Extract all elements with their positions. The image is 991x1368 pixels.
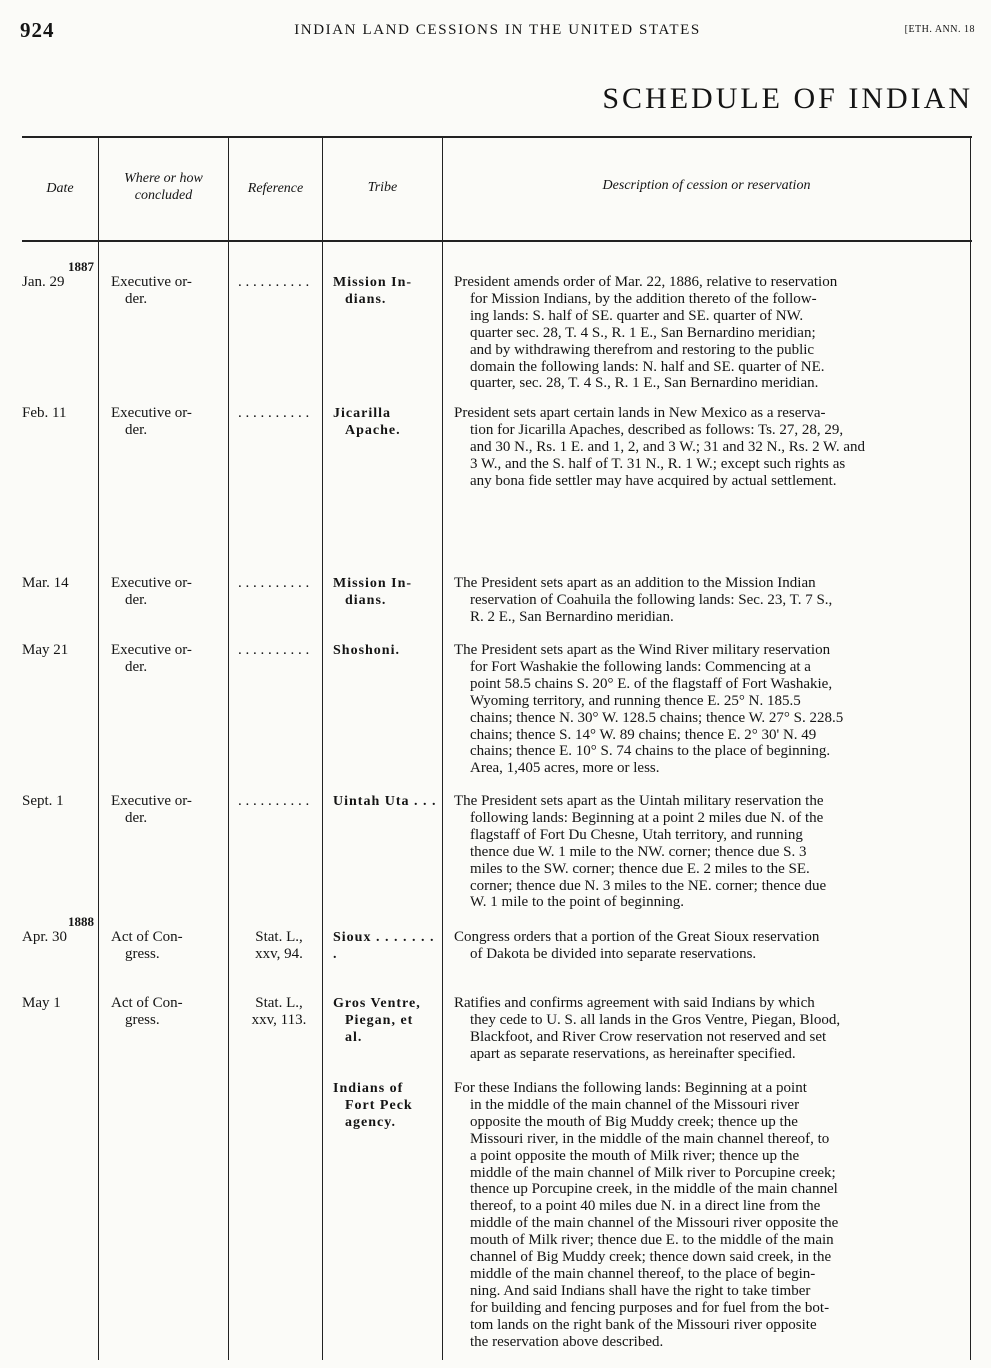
- entry-concluded: [111, 995, 223, 1029]
- entry-reference: [238, 274, 320, 291]
- entry-description-line: ning. And said Indians shall have the right to take timber: [470, 1282, 811, 1299]
- entry-concluded: [111, 793, 223, 827]
- entry-concluded-line: Act of Con-: [111, 995, 183, 1011]
- entry-description-line: The President sets apart as the Wind River military reservation: [454, 642, 831, 658]
- entry-tribe: [333, 575, 437, 609]
- column-header-concluded-line: concluded: [134, 188, 193, 203]
- entry-reference-line: Stat. L.,: [255, 929, 303, 945]
- entry-tribe: [333, 642, 437, 659]
- entry-tribe-line: Mission In-: [333, 576, 413, 591]
- entry-concluded: [111, 642, 223, 676]
- entry-description-line: W. 1 mile to the point of beginning.: [470, 894, 685, 911]
- entry-description: [454, 929, 964, 963]
- entry-concluded-line: der.: [125, 810, 148, 826]
- entry-description-line: and by withdrawing therefrom and restoring to the public: [470, 341, 815, 358]
- entry-date: May 21: [22, 642, 69, 658]
- entry-tribe-line: Fort Peck: [345, 1098, 413, 1113]
- column-header-tribe: Tribe: [367, 180, 398, 195]
- entry-tribe-line: Shoshoni.: [333, 643, 400, 658]
- entry-concluded-line: der.: [125, 291, 148, 307]
- entry-tribe-line: Apache.: [345, 423, 401, 438]
- entry-tribe-line: Mission In-: [333, 275, 413, 290]
- entry-description-line: R. 2 E., San Bernardino meridian.: [470, 608, 674, 625]
- entry-description-line: quarter sec. 28, T. 4 S., R. 1 E., San Bernardino meridian;: [470, 324, 816, 341]
- entry-reference-line: . . . . . . . . . .: [238, 575, 310, 591]
- entry-reference-line: xxv, 113.: [251, 1012, 307, 1028]
- entry-description: [454, 1080, 964, 1351]
- entry-description-line: ing lands: S. half of SE. quarter and SE. quarter of NW.: [470, 307, 804, 324]
- entry-description-line: Congress orders that a portion of the Great Sioux reservation: [454, 929, 820, 945]
- entry-description-line: apart as separate reservations, as hereinafter specified.: [470, 1045, 796, 1062]
- entry-description-line: tom lands on the right bank of the Missouri river opposite: [470, 1316, 817, 1333]
- table-top-rule: [22, 136, 972, 138]
- entry-concluded-line: Executive or-: [111, 575, 192, 591]
- entry-description-line: mouth of Milk river; thence due E. to the middle of the main: [470, 1232, 834, 1249]
- entry-description-line: domain the following lands: N. half and SE. quarter of NE.: [470, 358, 825, 375]
- entry-concluded-line: Executive or-: [111, 793, 192, 809]
- entry-reference-line: . . . . . . . . . .: [238, 274, 310, 290]
- entry-description-line: channel of Big Muddy creek; thence down said creek, in the: [470, 1249, 832, 1266]
- entry-tribe: [333, 1080, 437, 1131]
- entry-description-line: chains; thence E. 10° S. 74 chains to the place of beginning.: [470, 743, 831, 760]
- column-header-reference: Reference: [247, 181, 304, 196]
- entry-reference-line: . . . . . . . . . .: [238, 793, 310, 809]
- entry-reference: [238, 642, 320, 659]
- entry-description-line: of Dakota be divided into separate reservations.: [470, 945, 757, 962]
- entry-description-line: Area, 1,405 acres, more or less.: [470, 760, 660, 777]
- entry-description: [454, 995, 964, 1063]
- entry-description-line: for Mission Indians, by the addition thereto of the follow-: [470, 290, 817, 307]
- entry-description-line: thence up Porcupine creek, in the middle of the main channel: [470, 1181, 838, 1198]
- entry-concluded-line: gress.: [125, 1012, 160, 1028]
- entry-concluded: [111, 929, 223, 963]
- entry-reference: [238, 929, 320, 963]
- entry-reference: [238, 793, 320, 810]
- entry-concluded: [111, 274, 223, 308]
- entry-tribe-line: Uintah Uta . . .: [333, 794, 437, 809]
- entry-tribe: [333, 405, 437, 439]
- column-header-description: Description of cession or reservation: [602, 178, 811, 193]
- entry-date: Jan. 29: [22, 274, 65, 290]
- entry-description-line: a point opposite the mouth of Milk river; thence up the: [470, 1147, 800, 1164]
- entry-concluded-line: Executive or-: [111, 274, 192, 290]
- entry-description-line: opposite the mouth of Big Muddy creek; thence up the: [470, 1113, 798, 1130]
- entry-reference-line: xxv, 94.: [255, 946, 303, 962]
- entry-description: [454, 575, 964, 626]
- entry-description: [454, 642, 964, 777]
- entry-description-line: corner; thence due N. 3 miles to the NE. corner; thence due: [470, 877, 827, 894]
- entry-description-line: thence due W. 1 mile to the NW. corner; thence due S. 3: [470, 843, 807, 860]
- entry-reference: [238, 405, 320, 422]
- entry-description-line: Missouri river, in the middle of the main channel thereof, to: [470, 1130, 830, 1147]
- entry-description-line: For these Indians the following lands: Beginning at a point: [454, 1080, 807, 1096]
- entry-description-line: in the middle of the main channel of the Missouri river: [470, 1096, 800, 1113]
- column-divider: [322, 136, 323, 1360]
- entry-description-line: chains; thence S. 14° W. 89 chains; thence E. 2° 30' N. 49: [470, 726, 817, 743]
- entry-tribe-line: Piegan, et: [345, 1013, 414, 1028]
- entry-tribe-line: Gros Ventre,: [333, 996, 421, 1011]
- entry-description-line: reservation of Coahuila the following lands: Sec. 23, T. 7 S.,: [470, 591, 833, 608]
- entry-description-line: tion for Jicarilla Apaches, described as follows: Ts. 27, 28, 29,: [470, 421, 844, 438]
- entry-year: 1887: [68, 259, 94, 274]
- entry-description-line: middle of the main channel thereof, to the place of begin-: [470, 1265, 816, 1282]
- entry-concluded-line: der.: [125, 422, 148, 438]
- entry-description-line: miles to the SW. corner; thence due E. 2 miles to the SE.: [470, 860, 810, 877]
- entry-description-line: for Fort Washakie the following lands: Commencing at a: [470, 658, 811, 675]
- entry-reference: [238, 995, 320, 1029]
- entry-description-line: the reservation above described.: [470, 1333, 664, 1350]
- entry-concluded: [111, 405, 223, 439]
- entry-description-line: quarter, sec. 28, T. 4 S., R. 1 E., San Bernardino meridian.: [470, 375, 819, 392]
- entry-description-line: any bona fide settler may have acquired by actual settlement.: [470, 472, 837, 489]
- entry-description-line: chains; thence N. 30° W. 128.5 chains; thence W. 27° S. 228.5: [470, 709, 844, 726]
- entry-tribe-line: Indians of: [333, 1081, 404, 1096]
- entry-tribe: [333, 793, 437, 810]
- header-bottom-rule: [22, 240, 972, 242]
- entry-tribe-line: dians.: [345, 292, 387, 307]
- entry-description-line: The President sets apart as the Uintah military reservation the: [454, 793, 824, 809]
- entry-description-line: flagstaff of Fort Du Chesne, Utah territory, and running: [470, 826, 803, 843]
- entry-description-line: Blackfoot, and River Crow reservation not reserved and set: [470, 1028, 827, 1045]
- entry-tribe-line: al.: [345, 1030, 363, 1045]
- entry-tribe: [333, 995, 437, 1046]
- column-header-date: Date: [46, 181, 74, 196]
- entry-tribe: [333, 929, 437, 963]
- entry-description-line: middle of the main channel of the Missouri river opposite the: [470, 1215, 839, 1232]
- entry-description-line: The President sets apart as an addition to the Mission Indian: [454, 575, 816, 591]
- running-title: INDIAN LAND CESSIONS IN THE UNITED STATES: [294, 22, 701, 38]
- entry-description-line: and 30 N., Rs. 1 E. and 1, 2, and 3 W.; 31 and 32 N., Rs. 2 W. and: [470, 438, 865, 455]
- entry-tribe: [333, 274, 437, 308]
- entry-year: 1888: [68, 914, 94, 929]
- entry-description-line: point 58.5 chains S. 20° E. of the flagstaff of Fort Washakie,: [470, 675, 833, 692]
- schedule-title: SCHEDULE OF INDIAN: [602, 82, 973, 115]
- entry-description-line: Ratifies and confirms agreement with said Indians by which: [454, 995, 815, 1011]
- running-head: [20, 18, 975, 46]
- entry-description-line: middle of the main channel of Milk river to Porcupine creek;: [470, 1164, 836, 1181]
- entry-concluded-line: Executive or-: [111, 642, 192, 658]
- column-divider: [228, 136, 229, 1360]
- entry-description-line: Wyoming territory, and running thence E. 25° N. 185.5: [470, 692, 801, 709]
- entry-date: Sept. 1: [22, 793, 64, 809]
- column-header-concluded-line: Where or how: [124, 171, 203, 186]
- entry-concluded-line: Executive or-: [111, 405, 192, 421]
- entry-description: [454, 405, 964, 490]
- entry-description: [454, 274, 964, 392]
- column-header-concluded: [99, 170, 228, 204]
- column-divider: [442, 136, 443, 1360]
- entry-tribe-line: Jicarilla: [333, 406, 391, 421]
- entry-reference: [238, 575, 320, 592]
- entry-description-line: President amends order of Mar. 22, 1886, relative to reservation: [454, 274, 838, 290]
- entry-concluded-line: der.: [125, 659, 148, 675]
- entry-reference-line: . . . . . . . . . .: [238, 405, 310, 421]
- entry-reference-line: Stat. L.,: [255, 995, 303, 1011]
- entry-date: Apr. 30: [22, 929, 67, 945]
- entry-concluded: [111, 575, 223, 609]
- column-divider: [98, 136, 99, 1360]
- entry-description-line: President sets apart certain lands in New Mexico as a reserva-: [454, 405, 826, 421]
- entry-description: [454, 793, 964, 911]
- entry-description-line: following lands: Beginning at a point 2 miles due N. of the: [470, 809, 824, 826]
- entry-description-line: 3 W., and the S. half of T. 31 N., R. 1 W.; except such rights as: [470, 455, 846, 472]
- entry-reference-line: . . . . . . . . . .: [238, 642, 310, 658]
- entry-concluded-line: der.: [125, 592, 148, 608]
- entry-date: Mar. 14: [22, 575, 69, 591]
- column-divider: [970, 136, 971, 1360]
- entry-date: May 1: [22, 995, 61, 1011]
- entry-description-line: thereof, to a point 40 miles due N. in a direct line from the: [470, 1198, 821, 1215]
- entry-tribe-line: agency.: [345, 1115, 396, 1130]
- entry-tribe-line: Sioux . . . . . . . .: [333, 930, 435, 962]
- entry-concluded-line: Act of Con-: [111, 929, 183, 945]
- entry-description-line: for building and fencing purposes and for fuel from the bot-: [470, 1299, 830, 1316]
- entry-date: Feb. 11: [22, 405, 67, 421]
- page-number: 924: [20, 18, 55, 42]
- entry-concluded-line: gress.: [125, 946, 160, 962]
- entry-description-line: they cede to U. S. all lands in the Gros Ventre, Piegan, Blood,: [470, 1011, 841, 1028]
- entry-tribe-line: dians.: [345, 593, 387, 608]
- running-tag: [ETH. ANN. 18: [904, 24, 975, 35]
